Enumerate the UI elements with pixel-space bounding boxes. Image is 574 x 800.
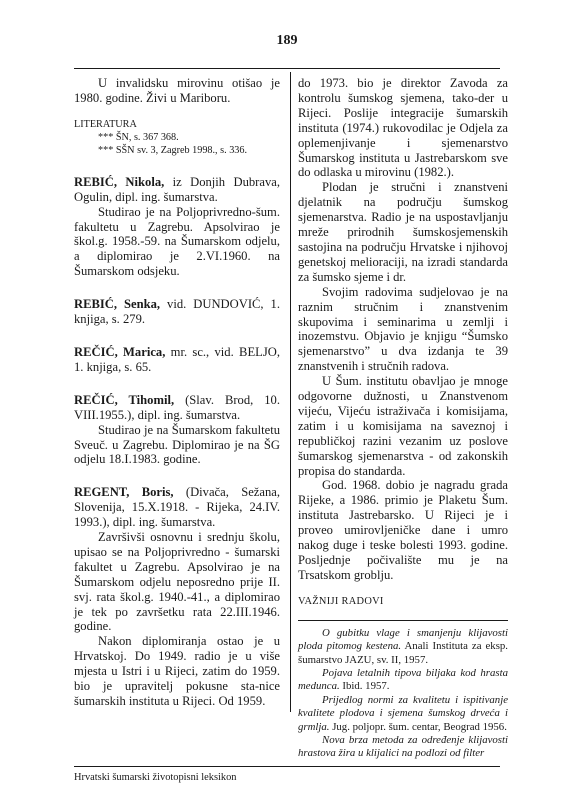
body-paragraph: U Šum. institutu obavljao je mnoge odgovorne dužnosti, u Znanstvenom vijeću, Vijeću istraživača i komisijama, zatim i u komisijama na saveznoj i republičkoj razini vezanim uz poslove šumarskog sjemenarstva - od zakonskih propisa do standarda. [298, 374, 508, 478]
intro-paragraph: U invalidsku mirovinu otišao je 1980. godine. Živi u Mariboru. [74, 76, 280, 105]
body-paragraph: Svojim radovima sudjelovao je na raznim stručnim i znanstvenim skupovima i seminarima u zemlji i inozemstvu. Objavio je knjigu “Šumsko sjemenarstvo” u dva izdanja te 39 znanstvenih i stručnih radova. [298, 284, 508, 374]
entry-paragraph: Studirao je na Poljoprivredno-šum. fakultetu u Zagrebu. Apsolvirao je škol.g. 1958.-59. na Šumarskom odjelu, a diplomirao je 2.VI.1960. na Šumarskom odsjeku. [74, 204, 280, 279]
body-paragraph: Plodan je stručni i znanstveni djelatnik na području šumskog sjemenarstva. Radio je na uspostavljanju mreže prirodnih šumskosjemenskih sastojina na području Hrvatske i njihovoj genetskoj melioraciji, na izradi standarda za šumsko sjeme i dr. [298, 180, 508, 284]
body-paragraph: do 1973. bio je direktor Zavoda za kontrolu šumskog sjemena, tako-der u Rijeci. Poslije integracije šumarskih instituta (1974.) rukovodilac je Odjela za oplemenjivanje i sjemenarstvo Šumarskog instituta u Jastrebarskom sve do odlaska u mirovinu (1982.). [298, 76, 508, 180]
literature-heading: LITERATURA [74, 118, 137, 130]
work-title: Pojava letalnih tipova biljaka kod hrasta medunca. [298, 666, 508, 693]
work-item [298, 667, 508, 694]
literature-item: *** ŠN, s. 367 368. [98, 131, 179, 143]
entry-head: (Slav. Brod, 10. VIII.1955.), dipl. ing. šumarstva. [74, 392, 281, 422]
entry-name: REGENT, Boris, [74, 485, 174, 500]
work-item [298, 734, 508, 761]
entry-paragraph: Završivši osnovnu i srednju školu, upisao se na Poljoprivredno - šumarski fakultet u Zagrebu. Apsolvirao je na Šumarskom odjelu neposredno prije II. svj. rata škol.g. 1940.-41., a diplomirao je tek po završetku rata 22.III.1946. godine. [74, 530, 280, 634]
entry-name: REČIĆ, Tihomil, [74, 392, 175, 407]
work-details: Anali Instituta za eksp. šumarstvo JAZU, sv. II, 1957. [298, 640, 508, 666]
column-divider [290, 72, 291, 712]
works-list [298, 620, 508, 761]
header-rule [74, 68, 500, 69]
footer-text: Hrvatski šumarski životopisni leksikon [74, 772, 237, 783]
work-title: Prijedlog normi za kvalitetu i ispitivanje kvalitete plodova i sjemena šumskog drveća i grmlja. [298, 693, 508, 733]
entry-rebic-nikola [74, 175, 280, 279]
work-title: Nova brza metoda za određenje klijavosti hrastova žira u klijalici na podlozi od filter [298, 733, 508, 760]
entry-head: vid. DUNDOVIĆ, 1. knjiga, s. 279. [74, 297, 280, 327]
entry-name: REBIĆ, Nikola, [74, 174, 165, 189]
footer-rule [74, 766, 500, 767]
entry-recic-tihomil [74, 393, 280, 468]
work-details: Jug. poljopr. šum. centar, Beograd 1956. [329, 720, 507, 733]
body-paragraph: God. 1968. dobio je nagradu grada Rijeke, a 1986. primio je Plaketu Šum. instituta Jastrebarsko. U Rijeci je i proveo umirovljeničke dane i umro nakog duge i teske bolesti 1993. godine. Posljednje počivalište mu je na Trsatskom groblju. [298, 478, 508, 582]
entry-paragraph: Studirao je na Šumarskom fakultetu Sveuč. u Zagrebu. Diplomirao je na ŠG odjelu 18.I.1983. godine. [74, 422, 280, 467]
entry-name: REBIĆ, Senka, [74, 297, 161, 312]
work-details: Ibid. 1957. [339, 680, 390, 693]
entry-paragraph: Nakon diplomiranja ostao je u Hrvatskoj. Do 1949. radio je u više mjesta u Istri i u Rijeci, zatim do 1959. bio je upravitelj pokusne sta-nice šumarskih instituta u Rijeci. Od 1959. [74, 634, 280, 708]
work-item [298, 627, 508, 667]
right-column [298, 76, 508, 761]
literature-item: *** SŠN sv. 3, Zagreb 1998., s. 336. [98, 144, 248, 156]
entry-rebic-senka [74, 297, 280, 327]
entry-regent-boris [74, 485, 280, 709]
entry-name: REČIĆ, Marica, [74, 344, 166, 359]
entry-head: (Divača, Sežana, Slovenija, 15.X.1918. - Rijeka, 24.IV. 1993.), dipl. ing. šumarstva. [74, 485, 281, 530]
left-column [74, 76, 280, 709]
works-heading: VAŽNIJI RADOVI [298, 595, 384, 607]
page-number: 189 [276, 33, 298, 48]
entry-recic-marica [74, 345, 280, 375]
work-title: O gubitku vlage i smanjenju klijavosti ploda pitomog kestena. [298, 626, 508, 653]
entry-head: mr. sc., vid. BELJO, 1. knjiga, s. 65. [74, 344, 280, 374]
entry-head: iz Donjih Dubrava, Ogulin, dipl. ing. šumarstva. [74, 174, 280, 204]
work-item [298, 694, 508, 734]
